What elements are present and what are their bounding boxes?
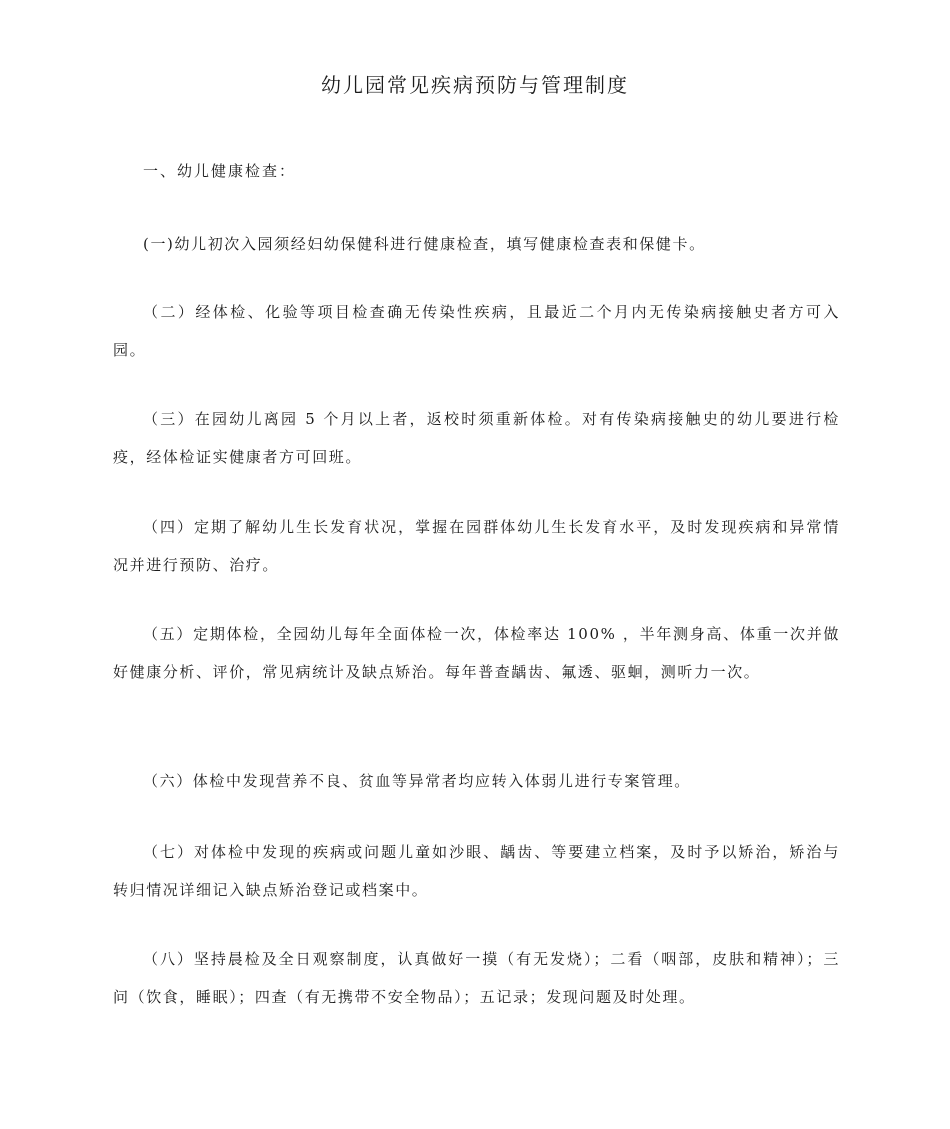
paragraph-8: （八）坚持晨检及全日观察制度，认真做好一摸（有无发烧）；二看（咽部，皮肤和精神）；三问（饮食，睡眠）；四查（有无携带不安全物品）；五记录；发现问题及时处理。 [113, 950, 840, 1006]
paragraph-2: （二）经体检、化验等项目检查确无传染性疾病，且最近二个月内无传染病接触史者方可入园。 [113, 303, 840, 359]
paragraph-6: （六）体检中发现营养不良、贫血等异常者均应转入体弱儿进行专案管理。 [143, 772, 691, 790]
paragraph-3: （三）在园幼儿离园 5 个月以上者，返校时须重新体检。对有传染病接触史的幼儿要进行检疫，经体检证实健康者方可回班。 [113, 410, 840, 466]
paragraph-1: (一)幼儿初次入园须经妇幼保健科进行健康检查，填写健康检查表和保健卡。 [143, 235, 706, 253]
paragraph-5: （五）定期体检，全园幼儿每年全面体检一次，体检率达 100% ，半年测身高、体重一次并做好健康分析、评价，常见病统计及缺点矫治。每年普查龋齿、氟透、驱蛔，测听力一次。 [113, 625, 840, 681]
paragraph-7: （七）对体检中发现的疾病或问题儿童如沙眼、龋齿、等要建立档案，及时予以矫治，矫治与转归情况详细记入缺点矫治登记或档案中。 [113, 843, 840, 899]
document-title: 幼儿园常见疾病预防与管理制度 [321, 73, 629, 97]
section-heading: 一、幼儿健康检查： [143, 162, 297, 180]
paragraph-4: （四）定期了解幼儿生长发育状况，掌握在园群体幼儿生长发育水平，及时发现疾病和异常情况并进行预防、治疗。 [113, 518, 840, 574]
